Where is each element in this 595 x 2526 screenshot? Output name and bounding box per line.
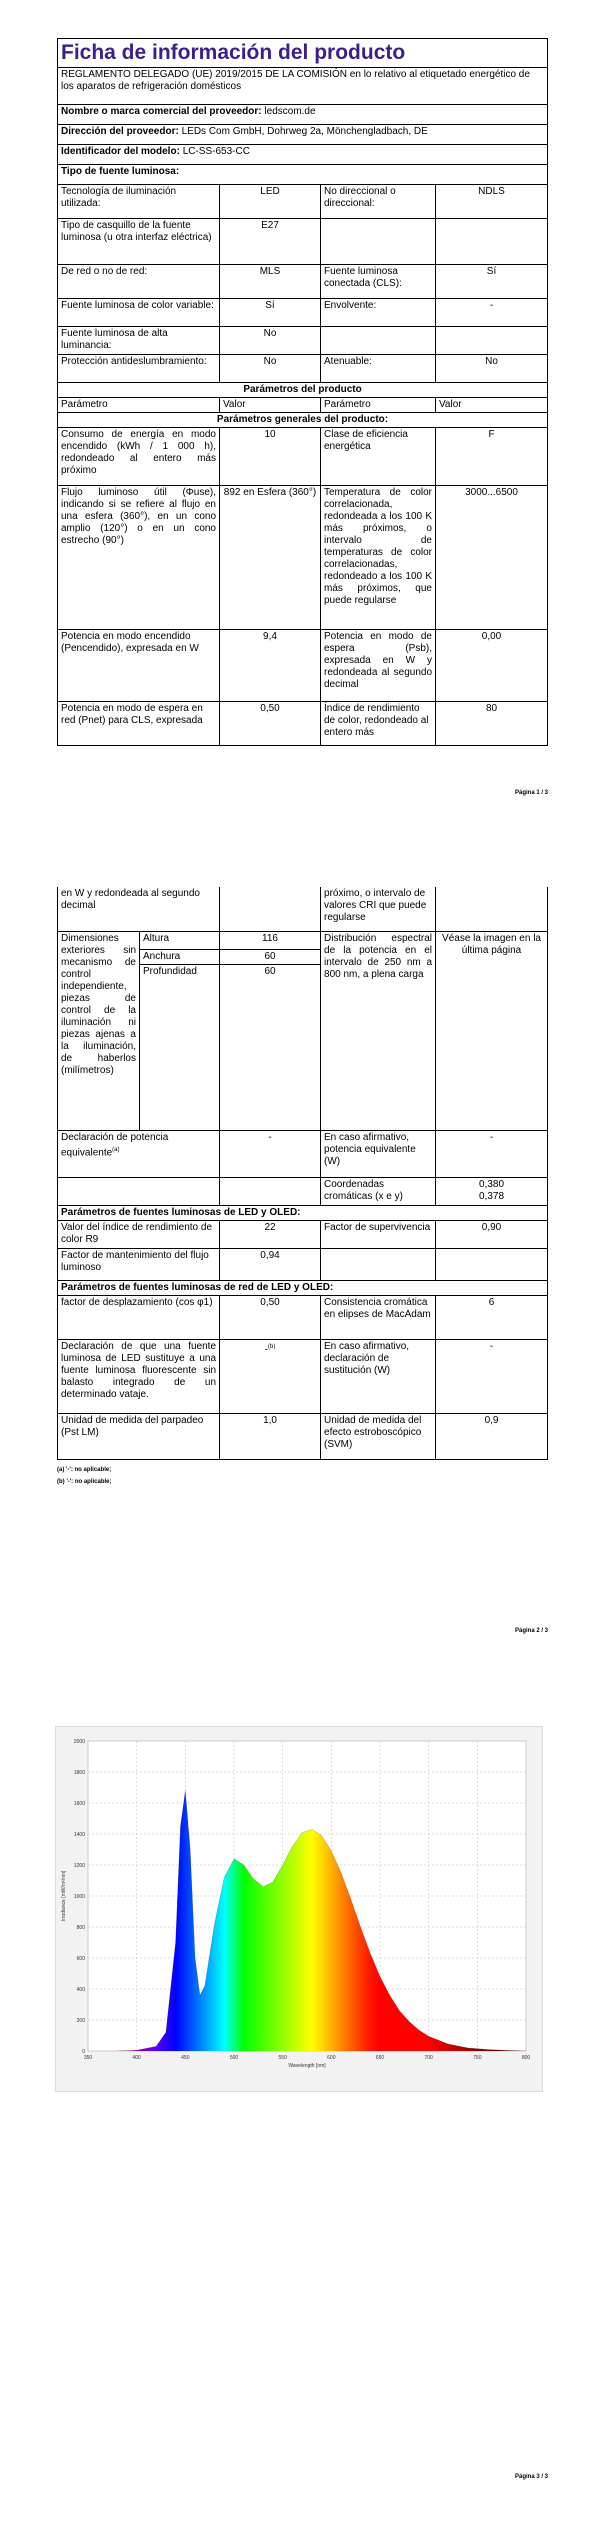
survival-value: 0,90 [436,1220,548,1248]
replace-value-text: - [264,1343,269,1355]
nondir-label: No direccional o direccional: [321,185,436,219]
pst-value: 1,0 [220,1413,321,1459]
flux-value: 892 en Esfera (360°) [220,486,321,630]
x-tick-label: 750 [473,2055,482,2061]
dim-value: No [436,355,548,383]
page-number-2: Página 2 / 3 [514,1628,548,1634]
replace-label: Declaración de que una fuente luminosa de LED sustituye a una fuente luminosa fluorescente sin balasto integrado de un determinado vataje. [58,1339,220,1413]
y-tick-label: 1000 [73,1894,85,1900]
col-param-2: Parámetro [321,398,436,413]
cls-value: Sí [436,265,548,299]
led-params-heading: Parámetros de fuentes luminosas de LED y OLED: [58,1205,548,1220]
y-tick-label: 0 [82,2049,85,2055]
address-row [58,125,548,145]
cri-label-part2: próximo, o intervalo de valores CRI que puede regularse [321,887,436,931]
light-source-type-heading: Tipo de fuente luminosa: [58,165,548,185]
dims-label: Dimensiones exteriores sin mecanismo de control independiente, piezas de control de la iluminación ni piezas ajenas a la iluminación, de haberlos (milímetros) [58,931,140,1130]
general-params-heading: Parámetros generales del producto: [58,413,548,428]
flux-label: Flujo luminoso útil (Φuse), indicando si se refiere al flujo en una esfera (360°), en un cono amplio (120°) o en un cono estrecho (90°) [58,486,220,630]
tech-label: Tecnología de iluminación utilizada: [58,185,220,219]
cct-label: Temperatura de color correlacionada, redondeada a los 100 K más próximos, o intervalo de temperaturas de color correlacionadas, redondeado a los 100 K más próximos, que puede regularse [321,486,436,630]
model-label: Identificador del modelo: [61,146,180,157]
spd-label: Distribución espectral de la potencia en el intervalo de 250 nm a 800 nm, a plena carga [321,931,436,1130]
col-param-1: Parámetro [58,398,220,413]
x-tick-label: 500 [229,2055,239,2061]
spectral-distribution-chart [55,1726,543,2092]
maint-label: Factor de mantenimiento del flujo luminoso [58,1248,220,1280]
height-label: Altura [140,931,220,949]
address-value: LEDs Com GmbH, Dohrweg 2a, Mönchengladbach, DE [181,126,428,137]
psb-value: 0,00 [436,630,548,702]
led-mains-params-heading: Parámetros de fuentes luminosas de red de LED y OLED: [58,1280,548,1295]
y-tick-label: 1600 [73,1801,85,1807]
footnote-b: (b) '-': no aplicable; [57,1479,112,1485]
mains-label: De red o no de red: [58,265,220,299]
supplier-value: ledscom.de [264,106,316,117]
y-tick-label: 800 [76,1925,85,1931]
mains-value: MLS [220,265,321,299]
footnote-a: (a) '-': no aplicable; [57,1467,112,1473]
cct-value: 3000...6500 [436,486,548,630]
dim-label: Atenuable: [321,355,436,383]
envelope-value: - [436,299,548,327]
x-tick-label: 600 [327,2055,336,2061]
footnotes [57,1464,112,1488]
page-number-1: Página 1 / 3 [514,790,548,796]
supplier-row [58,105,548,125]
r9-label: Valor del índice de rendimiento de color R9 [58,1220,220,1248]
hlls-value: No [220,327,321,355]
x-axis-label: Wavelength [nm] [288,2063,326,2069]
depth-label: Profundidad [140,965,220,1130]
cap-value: E27 [220,219,321,265]
pnet-label-part2: en W y redondeada al segundo decimal [58,887,220,931]
height-value: 116 [220,931,321,949]
disp-value: 0,50 [220,1295,321,1339]
energy-label: Consumo de energía en modo encendido (kWh / 1 000 h), redondeado al entero más próximo [58,428,220,486]
y-tick-label: 1200 [73,1863,85,1869]
psb-label: Potencia en modo de espera (Psb), expresada en W y redondeada al segundo decimal [321,630,436,702]
col-value-1: Valor [220,398,321,413]
cap-label: Tipo de casquillo de la fuente luminosa (u otra interfaz eléctrica) [58,219,220,265]
model-row [58,145,548,165]
equiv-w-value: - [436,1130,548,1177]
x-tick-label: 350 [83,2055,93,2061]
glare-label: Protección antideslumbramiento: [58,355,220,383]
y-tick-label: 1800 [73,1770,85,1776]
envelope-label: Envolvente: [321,299,436,327]
y-tick-label: 1400 [73,1832,85,1838]
y-axis-label: Irradiance [mW/m²/nm] [61,1870,67,1922]
eclass-value: F [436,428,548,486]
page-number-3: Página 3 / 3 [514,2474,548,2480]
survival-label: Factor de supervivencia [321,1220,436,1248]
r9-value: 22 [220,1220,321,1248]
pst-label: Unidad de medida del parpadeo (Pst LM) [58,1413,220,1459]
macadam-value: 6 [436,1295,548,1339]
chroma-y: 0,378 [479,1190,505,1202]
chroma-x: 0,380 [479,1178,505,1190]
eclass-label: Clase de eficiencia energética [321,428,436,486]
cri-label-part1: Índice de rendimiento de color, redondeado al entero más [321,702,436,746]
disp-label: factor de desplazamiento (cos φ1) [58,1295,220,1339]
hlls-label: Fuente luminosa de alta luminancia: [58,327,220,355]
depth-value: 60 [220,965,321,1130]
cls-label: Fuente luminosa conectada (CLS): [321,265,436,299]
info-table-page-2 [57,887,548,1460]
pnet-value: 0,50 [220,702,321,746]
y-tick-label: 600 [76,1956,85,1962]
col-value-2: Valor [436,398,548,413]
y-tick-label: 400 [76,1987,85,1993]
x-tick-label: 450 [181,2055,190,2061]
equiv-w-label: En caso afirmativo, potencia equivalente (W) [321,1130,436,1177]
chroma-label: Coordenadas cromáticas (x e y) [321,1177,436,1205]
equiv-value: - [220,1130,321,1177]
equiv-label: Declaración de potencia equivalente$^{(a)}$ [58,1130,220,1177]
replace-w-label: En caso afirmativo, declaración de sustitución (W) [321,1339,436,1413]
equiv-label-text: Declaración de potencia equivalente [61,1131,169,1158]
colour-value: Sí [220,299,321,327]
glare-value: No [220,355,321,383]
pon-label: Potencia en modo encendido (Pencendido), expresada en W [58,630,220,702]
svm-value: 0,9 [436,1413,548,1459]
cri-value: 80 [436,702,548,746]
width-label: Anchura [140,949,220,964]
supplier-label: Nombre o marca comercial del proveedor: [61,106,262,117]
colour-label: Fuente luminosa de color variable: [58,299,220,327]
x-tick-label: 700 [424,2055,433,2061]
y-tick-label: 2000 [73,1739,85,1745]
tech-value: LED [220,185,321,219]
model-value: LC-SS-653-CC [182,146,250,157]
spd-value: Véase la imagen en la última página [436,931,548,1130]
pnet-label-part1: Potencia en modo de espera en red (Pnet) para CLS, expresada [58,702,220,746]
replace-w-value: - [436,1339,548,1413]
address-label: Dirección del proveedor: [61,126,179,137]
chroma-values [436,1177,548,1205]
regulation-text: REGLAMENTO DELEGADO (UE) 2019/2015 DE LA COMISIÓN en lo relativo al etiquetado energético de los aparatos de refrigeración domésticos [58,68,548,105]
energy-value: 10 [220,428,321,486]
x-tick-label: 800 [521,2055,531,2061]
info-table-page-1 [57,38,548,746]
x-tick-label: 550 [278,2055,287,2061]
x-tick-label: 400 [132,2055,141,2061]
pon-value: 9,4 [220,630,321,702]
nondir-value: NDLS [436,185,548,219]
x-tick-label: 650 [375,2055,385,2061]
macadam-label: Consistencia cromática en elipses de MacAdam [321,1295,436,1339]
width-value: 60 [220,949,321,964]
y-tick-label: 200 [76,2018,85,2024]
svm-label: Unidad de medida del efecto estroboscópico (SVM) [321,1413,436,1459]
spectral-distribution-svg [56,1727,542,2091]
maint-value: 0,94 [220,1248,321,1280]
product-params-heading: Parámetros del producto [58,383,548,398]
document-title: Ficha de información del producto [58,39,548,68]
replace-value: -$^{(b)}$ [220,1339,321,1413]
